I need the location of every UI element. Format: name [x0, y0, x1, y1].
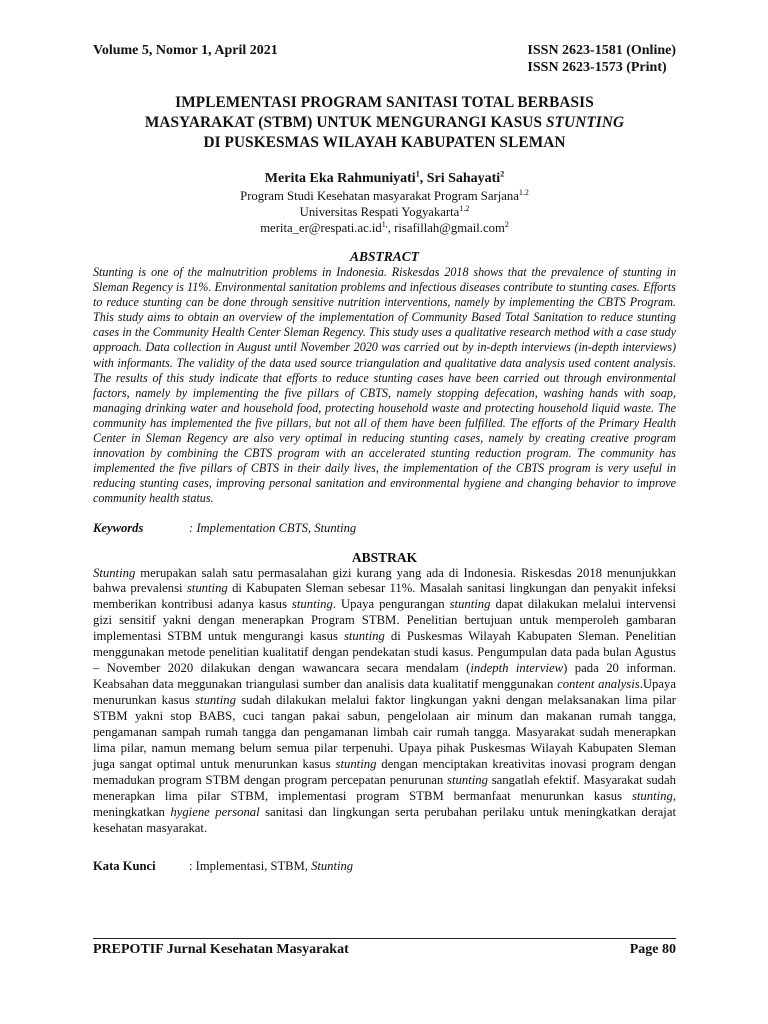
- volume-info: Volume 5, Nomor 1, April 2021: [93, 43, 278, 58]
- page-number: Page 80: [629, 942, 676, 957]
- author-1: Merita Eka Rahmuniyati: [264, 171, 416, 186]
- kata-kunci-text: : Implementasi, STBM,: [189, 858, 312, 873]
- abstrak-text-run: sudah dilakukan melalui faktor lingkungan yakni dengan melaksanakan lima pilar STBM yakni stop BABS, cuci tangan pakai sabun, pengelolaan air minum dan makanan rumah tangga, pengamanan sampah rumah tangga dan pengamanan limbah cair rumah tangga. Masyarakat sudah menerapkan lima pilar, namun memang belum semua pilar terpenuhi. Upaya pihak Puskesmas Wilayah Kabupaten Sleman juga sangat optimal untuk menurunkan kasus: [93, 693, 676, 771]
- program-name: Program Studi Kesehatan masyarakat Program Sarjana: [240, 189, 519, 203]
- kata-kunci-italic: Stunting: [311, 858, 354, 873]
- abstrak-italic-term: stunting: [631, 788, 673, 803]
- issn-print: ISSN 2623-1573 (Print): [527, 60, 667, 75]
- keywords-label: Keywords: [93, 520, 144, 535]
- paper-page: [93, 42, 676, 982]
- running-header: [93, 42, 676, 82]
- author-separator: ,: [419, 171, 427, 186]
- email-separator: ,: [387, 221, 395, 235]
- abstrak-text-run: .Upaya menurunkan kasus: [93, 677, 676, 708]
- abstrak-italic-term: stunting: [186, 581, 228, 596]
- kata-kunci-value: [189, 858, 353, 874]
- issn-block: [527, 42, 676, 76]
- abstrak-italic-term: stunting: [449, 597, 491, 612]
- title-line-3: DI PUSKESMAS WILAYAH KABUPATEN SLEMAN: [203, 134, 566, 151]
- abstrak-italic-term: content analysis: [557, 677, 640, 692]
- abstract-heading: ABSTRACT: [349, 249, 420, 264]
- abstrak-text-run: di Puskesmas Wilayah Kabupaten Sleman. Penelitian menggunakan metode penelitian kualitatif dengan pendekatan studi kasus. Pengumpulan data pada bulan Agustus – November 2020 dilakukan dengan wawancara secara mendalam (: [93, 629, 677, 676]
- abstrak-italic-term: stunting: [335, 756, 377, 771]
- author-2-affil: 2: [500, 169, 505, 179]
- author-2: Sri Sahayati: [426, 171, 501, 186]
- author-1-affil: 1: [415, 169, 420, 179]
- affiliation-emails: [93, 220, 676, 236]
- abstrak-text-run: . Upaya pengurangan: [332, 597, 450, 612]
- affiliation-university: [93, 204, 676, 220]
- email-2[interactable]: risafillah@gmail.com: [394, 221, 505, 235]
- title-line-1: IMPLEMENTASI PROGRAM SANITASI TOTAL BERBASIS: [175, 94, 594, 111]
- keywords-indonesian: [93, 858, 676, 874]
- email-2-sup: 2: [504, 219, 509, 229]
- university-sup: 1.2: [459, 203, 470, 213]
- abstrak-indonesian-text: [93, 566, 676, 837]
- abstrak-italic-term: hygiene personal: [170, 804, 260, 819]
- abstrak-italic-term: stunting: [291, 597, 333, 612]
- affiliation-program: [93, 188, 676, 204]
- footer-divider: [93, 938, 676, 939]
- keywords-english: [93, 520, 676, 536]
- abstrak-text-run: dapat dilakukan melalui intervensi gizi sensitif yakni dengan menerapkan Program STBM. Penelitian bertujuan untuk memperoleh gambaran implementasi STBM untuk mengurangi kasus: [93, 597, 676, 644]
- abstrak-text-run: , meningkatkan: [93, 788, 676, 819]
- paper-title: [93, 93, 676, 153]
- abstrak-heading: ABSTRAK: [351, 549, 418, 565]
- issn-online: ISSN 2623-1581 (Online): [527, 43, 676, 58]
- abstrak-italic-term: stunting: [447, 772, 488, 787]
- abstrak-text-run: sangatlah efektif. Masyarakat sudah menerapkan lima pilar STBM, implementasi program STBM bermanfaat menurunkan kasus: [93, 772, 676, 803]
- email-1-sup: 1,: [381, 219, 388, 229]
- abstract-english-text: Stunting is one of the malnutrition problems in Indonesia. Riskesdas 2018 shows that the prevalence of stunting in Sleman Regency is 11%. Environmental sanitation problems and infectious diseases contribute to stunting cases. Efforts to reduce stunting can be done through sensitive nutrition interventions, namely by implementing the CBTS Program. This study aims to obtain an overview of the implementation of Community Based Total Sanitation to reduce stunting cases in the Community Health Center Sleman Regency. This study uses a qualitative research method with a case study approach. Data collection in August until November 2020 was carried out by in-depth interviews (in-depth interviews) with informants. The validity of the data used source triangulation and qualitative data analysis used content analysis. The results of this study indicate that efforts to reduce stunting cases have been carried out through environmental factors, namely by implementing the five pillars of CBTS, namely stopping defecation, washing hands with soap, managing drinking water and household food, protecting household waste and protecting household liquid waste. The community has implemented the five pillars, but not all of them have been fulfilled. The efforts of the Primary Health Center in Sleman Regency are also very optimal in reducing stunting cases, namely by creating creative program innovation by combining the CBTS program with an accelerated stunting reduction program. The community has implemented the five pillars of CBTS in their daily lives, the implementation of the CBTS program is very useful in reducing stunting cases, improving personal sanitation and environmental hygiene and changing behavior to improve community health status.: [93, 265, 676, 506]
- abstrak-text-run: sanitasi dan lingkungan serta perubahan perilaku untuk meningkatkan derajat kesehatan masyarakat.: [93, 804, 676, 835]
- keywords-value: : Implementation CBTS, Stunting: [189, 520, 357, 535]
- email-1[interactable]: merita_er@respati.ac.id: [260, 221, 382, 235]
- author-list: [93, 170, 676, 188]
- kata-kunci-label: Kata Kunci: [93, 858, 156, 873]
- abstrak-italic-term: Stunting: [93, 565, 136, 580]
- program-sup: 1.2: [518, 187, 529, 197]
- abstrak-text-run: dengan menciptakan kreativitas inovasi program dengan memadukan program STBM dengan program percepatan penurunan: [93, 756, 676, 787]
- abstrak-text-run: ) pada 20 informan. Keabsahan data meggunakan triangulasi sumber dan analisis data kualitatif menggunakan: [93, 661, 677, 692]
- university-name: Universitas Respati Yogyakarta: [299, 205, 460, 219]
- abstrak-italic-term: indepth interview: [470, 661, 564, 676]
- title-line-2-italic: STUNTING: [546, 114, 625, 131]
- title-line-2: [93, 113, 676, 133]
- abstrak-text-run: di Kabupaten Sleman sebesar 11%. Masalah sanitasi lingkungan dan penyakit infeksi memberikan kontribusi adanya kasus: [93, 581, 676, 612]
- abstrak-italic-term: stunting: [343, 629, 385, 644]
- journal-name: PREPOTIF Jurnal Kesehatan Masyarakat: [93, 942, 349, 957]
- abstrak-text-run: merupakan salah satu permasalahan gizi kurang yang ada di Indonesia. Riskesdas 2018 menunjukkan bahwa prevalensi: [93, 565, 676, 596]
- abstrak-italic-term: stunting: [195, 693, 236, 708]
- title-line-2-text: MASYARAKAT (STBM) UNTUK MENGURANGI KASUS: [144, 114, 546, 131]
